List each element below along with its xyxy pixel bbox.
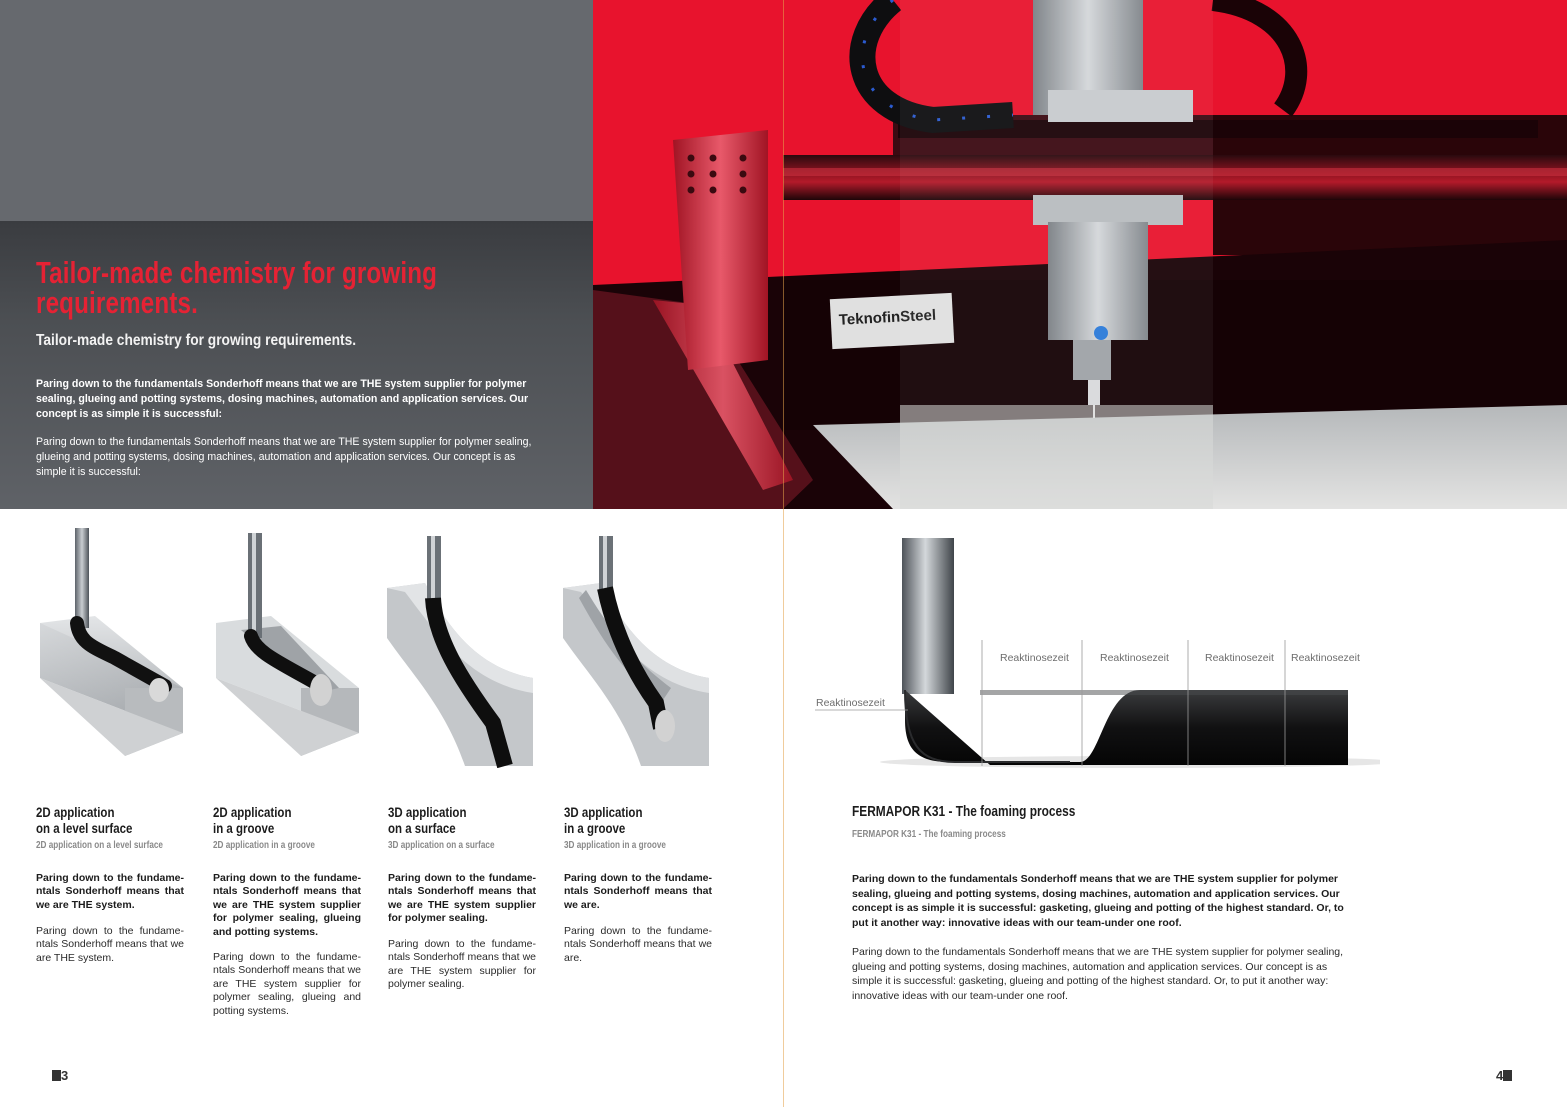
card-1-title: 2D application on a level surface xyxy=(36,804,133,836)
page-spine-divider xyxy=(783,0,784,1107)
card-4-bold-text: Paring down to the fundame-ntals Sonderhoff means that we are. xyxy=(564,872,712,911)
page-number-right: 4 xyxy=(1496,1068,1512,1083)
reaction-time-label-5: Reaktinosezeit xyxy=(816,697,885,709)
card-3-bold-text: Paring down to the fundame-ntals Sonderhoff means that we are THE system supplier for polymer sealing. xyxy=(388,872,536,925)
foaming-text: Paring down to the fundamentals Sonderhoff means that we are THE system supplier for polymer sealing, glueing and potting systems, dosing machines, automation and application services. Our concept is as simple it is successful: gasketing, glueing and potting of the highest standard. Or, to put it another way: innovative ideas with our team-under one roof. xyxy=(852,946,1344,1002)
foaming-subtitle: FERMAPOR K31 - The foaming process xyxy=(852,828,1006,840)
card-2-subtitle: 2D application in a groove xyxy=(213,839,315,851)
page-marker-icon xyxy=(1503,1070,1512,1081)
foaming-bold-text: Paring down to the fundamentals Sonderhoff means that we are THE system supplier for polymer sealing, glueing and potting systems, dosing machines, automation and application services. Our concept is as simple it is successful: gasketing, glueing and potting of the highest standard. Or, to put it another way: innovative ideas with our team-under one roof. xyxy=(852,873,1344,929)
card-1-subtitle: 2D application on a level surface xyxy=(36,839,163,851)
card-2-bold-text: Paring down to the fundame-ntals Sonderhoff means that we are THE system supplier for polymer sealing, glueing and potting systems. xyxy=(213,872,361,938)
sample-3d-groove-illustration xyxy=(561,528,711,768)
card-1-text: Paring down to the fundame-ntals Sonderhoff means that we are THE system. xyxy=(36,925,184,964)
hero-intro-bold: Paring down to the fundamentals Sonderhoff means that we are THE system supplier for polymer sealing, glueing and potting systems, dosing machines, automation and application services. Our concept is as simple it is successful: xyxy=(36,378,529,420)
reaction-time-label-4: Reaktinosezeit xyxy=(1291,652,1360,664)
card-2-title: 2D application in a groove xyxy=(213,804,292,836)
card-4-subtitle: 3D application in a groove xyxy=(564,839,666,851)
page-title: Tailor-made chemistry for growing requirements. xyxy=(36,255,438,320)
page-number-left: 3 xyxy=(52,1068,68,1083)
hero-intro-text: Paring down to the fundamentals Sonderhoff means that we are THE system supplier for polymer sealing, glueing and potting systems, dosing machines, automation and application services. Our concept is as simple it is successful: xyxy=(36,436,532,478)
foaming-title: FERMAPOR K31 - The foaming process xyxy=(852,804,1076,820)
page-subtitle: Tailor-made chemistry for growing requirements. xyxy=(36,332,357,349)
sample-2d-groove-illustration xyxy=(211,528,361,768)
page-marker-icon xyxy=(52,1070,61,1081)
brand-plate-text: TeknofinSteel xyxy=(838,306,937,329)
sample-2d-level-surface-illustration xyxy=(35,528,185,768)
reaction-time-label-1: Reaktinosezeit xyxy=(1000,652,1069,664)
hero-top-band xyxy=(0,0,593,221)
card-3-title: 3D application on a surface xyxy=(388,804,467,836)
card-1-bold-text: Paring down to the fundame-ntals Sonderhoff means that we are THE system. xyxy=(36,872,184,911)
reaction-time-label-2: Reaktinosezeit xyxy=(1100,652,1169,664)
dosing-machine-photo xyxy=(593,0,1567,509)
card-2-text: Paring down to the fundame-ntals Sonderhoff means that we are THE system supplier for polymer sealing, glueing and potting systems. xyxy=(213,951,361,1017)
card-3-subtitle: 3D application on a surface xyxy=(388,839,495,851)
card-4-text: Paring down to the fundame-ntals Sonderhoff means that we are. xyxy=(564,925,712,964)
card-3-text: Paring down to the fundame-ntals Sonderhoff means that we are THE system supplier for polymer sealing. xyxy=(388,938,536,991)
dosing-machine-illustration xyxy=(593,0,1567,509)
reaction-time-label-3: Reaktinosezeit xyxy=(1205,652,1274,664)
sample-3d-surface-illustration xyxy=(385,528,535,768)
card-4-title: 3D application in a groove xyxy=(564,804,643,836)
